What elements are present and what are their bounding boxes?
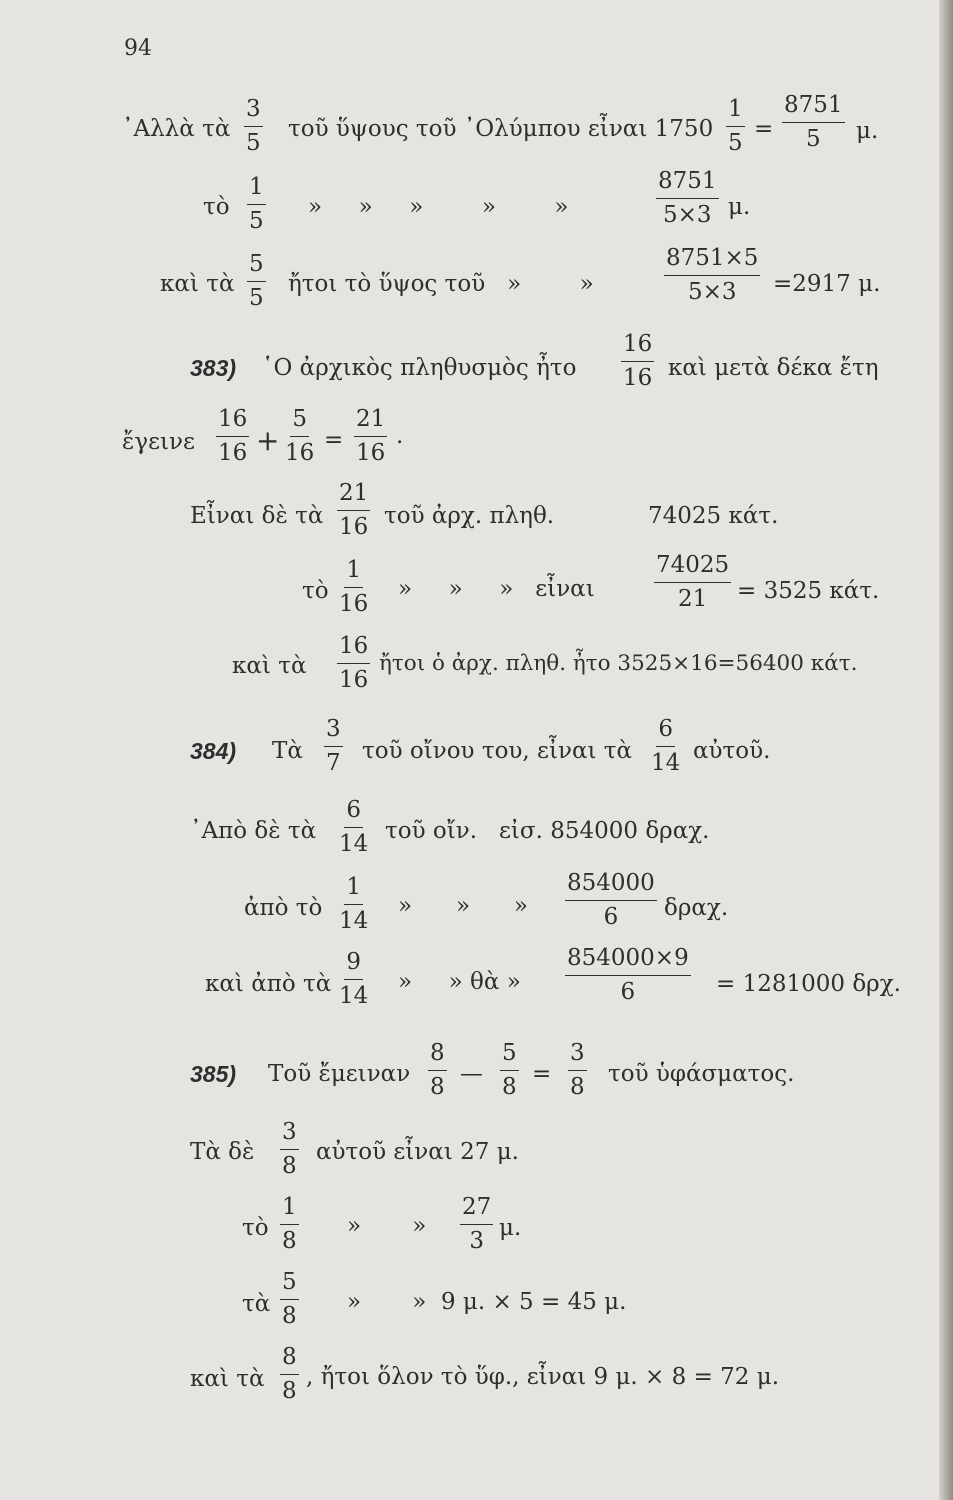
fraction: 5 8 — [502, 1040, 517, 1100]
text: τοῦ ἀρχ. πληθ. — [384, 503, 555, 529]
fraction: 1 8 — [282, 1194, 297, 1254]
equals-sign: = — [754, 116, 774, 142]
fraction: 854000×9 6 — [567, 945, 689, 1005]
fraction: 16 16 — [218, 406, 248, 466]
text: ᾿Αλλὰ τὰ — [122, 116, 231, 142]
fraction: 6 14 — [339, 797, 369, 857]
ditto-marks: » » » » » — [308, 194, 569, 220]
fraction: 21 16 — [356, 406, 386, 466]
page-edge-shadow — [939, 0, 953, 1500]
fraction: 3 7 — [326, 716, 341, 776]
text: » » 9 μ. × 5 = 45 μ. — [347, 1289, 627, 1315]
text: καὶ τὰ — [160, 271, 235, 297]
text: , ἤτοι ὅλον τὸ ὕφ., εἶναι 9 μ. × 8 = 72 μ. — [306, 1364, 780, 1390]
problem-number: 383) — [190, 355, 237, 381]
fraction: 5 16 — [285, 406, 315, 466]
text: τὸ — [242, 1215, 269, 1241]
text: αὐτοῦ. — [693, 738, 771, 764]
text: » » » εἶναι — [398, 576, 595, 602]
text: τὰ — [242, 1291, 271, 1317]
text: τὸ — [203, 194, 230, 220]
fraction: 1 14 — [339, 874, 369, 934]
period: . — [396, 423, 404, 449]
text: τὸ — [302, 578, 329, 604]
fraction: 16 16 — [623, 331, 653, 391]
problem-number: 385) — [190, 1061, 237, 1087]
text: ῾Ο ἀρχικὸς πληθυσμὸς ἦτο — [262, 355, 577, 381]
fraction: 8 8 — [430, 1040, 445, 1100]
fraction: 5 5 — [249, 251, 264, 311]
fraction: 1 16 — [339, 557, 369, 617]
equals-sign: = — [324, 427, 344, 453]
text: τοῦ οἴν. εἰσ. 854000 δραχ. — [385, 818, 710, 844]
ditto-marks: » » — [347, 1213, 427, 1239]
fraction: 3 8 — [570, 1040, 585, 1100]
text: Τοῦ ἔμειναν — [268, 1061, 411, 1087]
ditto-marks: » » » — [398, 893, 528, 919]
plus-sign: + — [256, 424, 280, 457]
fraction: 8 8 — [282, 1344, 297, 1404]
fraction: 8751 5×3 — [658, 168, 717, 228]
text: τοῦ οἴνου του, εἶναι τὰ — [362, 738, 633, 764]
text: τοῦ ὑφάσματος. — [608, 1061, 795, 1087]
fraction: 8751×5 5×3 — [666, 245, 759, 305]
fraction: 74025 21 — [656, 552, 730, 612]
page-number: 94 — [124, 36, 152, 61]
text: τοῦ ὕψους τοῦ ᾿Ολύμπου εἶναι 1750 — [288, 116, 714, 142]
unit: μ. — [856, 118, 879, 144]
text: καὶ τὰ — [232, 653, 307, 679]
text: ᾿Απὸ δὲ τὰ — [190, 818, 317, 844]
text: καὶ τὰ — [190, 1366, 265, 1392]
fraction: 27 3 — [462, 1194, 492, 1254]
text: καὶ ἀπὸ τὰ — [205, 971, 332, 997]
result: =2917 μ. — [773, 271, 881, 297]
value: 74025 κάτ. — [648, 503, 779, 529]
text: ἀπὸ τὸ — [244, 895, 323, 921]
fraction: 21 16 — [339, 480, 369, 540]
minus-sign: — — [460, 1061, 483, 1087]
fraction: 5 8 — [282, 1269, 297, 1329]
fraction: 9 14 — [339, 949, 369, 1009]
text: αὐτοῦ εἶναι 27 μ. — [316, 1139, 519, 1165]
text: ἤτοι ὁ ἀρχ. πληθ. ἦτο 3525×16=56400 κάτ. — [379, 651, 858, 676]
result: = 3525 κάτ. — [737, 578, 880, 604]
text: καὶ μετὰ δέκα ἔτη — [668, 355, 879, 381]
unit: μ. — [499, 1215, 522, 1241]
text: » » θὰ » — [398, 969, 521, 995]
unit: δραχ. — [664, 895, 729, 921]
fraction: 854000 6 — [567, 870, 655, 930]
unit: μ. — [728, 194, 751, 220]
text: Τὰ — [272, 738, 303, 764]
fraction: 3 8 — [282, 1119, 297, 1179]
text: Τὰ δὲ — [190, 1139, 255, 1165]
result: = 1281000 δρχ. — [716, 971, 901, 997]
fraction: 6 14 — [651, 716, 681, 776]
fraction: 8751 5 — [784, 92, 843, 152]
fraction: 1 5 — [728, 96, 743, 156]
problem-number: 384) — [190, 738, 237, 764]
fraction: 16 16 — [339, 633, 369, 693]
text: Εἶναι δὲ τὰ — [190, 503, 324, 529]
equals-sign: = — [532, 1061, 552, 1087]
fraction: 1 5 — [249, 174, 264, 234]
fraction: 3 5 — [246, 96, 261, 156]
text: ἤτοι τὸ ὕψος τοῦ » » — [288, 271, 594, 297]
text: ἔγεινε — [122, 429, 195, 455]
